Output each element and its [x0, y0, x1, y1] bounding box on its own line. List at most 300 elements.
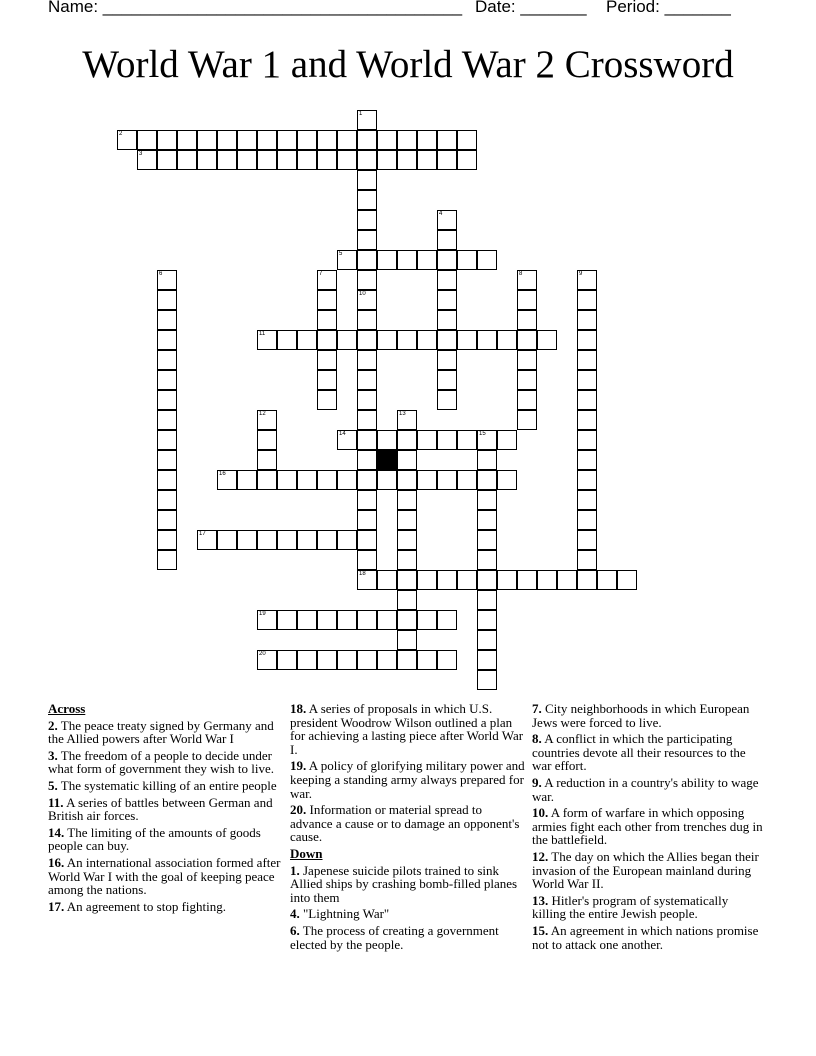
grid-cell[interactable] — [477, 650, 497, 670]
down-clue — [532, 894, 764, 921]
grid-cell[interactable] — [517, 410, 537, 430]
grid-cell[interactable] — [417, 470, 437, 490]
grid-cell[interactable] — [417, 330, 437, 350]
grid-cell[interactable] — [437, 290, 457, 310]
grid-cell[interactable] — [357, 350, 377, 370]
grid-cell[interactable] — [577, 450, 597, 470]
grid-cell[interactable] — [577, 370, 597, 390]
clue-number: 7. — [532, 701, 542, 716]
grid-cell[interactable] — [417, 570, 437, 590]
clue-number: 18. — [290, 701, 307, 716]
grid-cell[interactable] — [397, 650, 417, 670]
clue-text: The limiting of the amounts of goods people can buy. — [48, 824, 261, 854]
grid-cell[interactable] — [137, 130, 157, 150]
grid-cell[interactable] — [157, 530, 177, 550]
grid-cell[interactable] — [157, 350, 177, 370]
grid-cell[interactable] — [357, 430, 377, 450]
grid-cell[interactable] — [397, 550, 417, 570]
grid-cell[interactable] — [517, 330, 537, 350]
cell-number: 6 — [159, 271, 163, 277]
clues-column-1 — [48, 702, 284, 916]
grid-cell[interactable] — [297, 330, 317, 350]
grid-cell[interactable] — [237, 130, 257, 150]
grid-cell[interactable] — [377, 650, 397, 670]
clue-number: 5. — [48, 777, 58, 793]
grid-cell[interactable] — [257, 470, 277, 490]
grid-cell[interactable] — [357, 330, 377, 350]
grid-cell[interactable] — [157, 270, 177, 290]
cell-number: 8 — [519, 271, 523, 277]
grid-cell[interactable] — [317, 330, 337, 350]
grid-cell[interactable] — [217, 150, 237, 170]
cell-number: 10 — [359, 291, 366, 297]
grid-cell[interactable] — [357, 390, 377, 410]
grid-cell[interactable] — [257, 430, 277, 450]
grid-cell[interactable] — [157, 370, 177, 390]
grid-cell[interactable] — [397, 490, 417, 510]
grid-cell[interactable] — [337, 250, 357, 270]
grid-cell[interactable] — [477, 590, 497, 610]
grid-cell[interactable] — [377, 130, 397, 150]
grid-cell[interactable] — [317, 610, 337, 630]
grid-cell[interactable] — [157, 450, 177, 470]
clue-text: A reduction in a country's ability to wage war. — [532, 774, 759, 804]
grid-cell[interactable] — [357, 250, 377, 270]
clue-number: 13. — [532, 892, 549, 908]
page-title: World War 1 and World War 2 Crossword — [82, 43, 734, 86]
grid-cell[interactable] — [577, 270, 597, 290]
grid-cell[interactable] — [157, 150, 177, 170]
grid-cell[interactable] — [357, 450, 377, 470]
grid-cell[interactable] — [397, 630, 417, 650]
grid-cell[interactable] — [577, 310, 597, 330]
grid-cell[interactable] — [397, 410, 417, 430]
across-clue-list-part-1 — [48, 719, 284, 914]
grid-cell[interactable] — [377, 570, 397, 590]
grid-cell[interactable] — [477, 430, 497, 450]
cell-number: 19 — [259, 611, 266, 617]
grid-cell[interactable] — [437, 390, 457, 410]
down-clue — [532, 850, 764, 891]
grid-cell[interactable] — [297, 470, 317, 490]
grid-cell[interactable] — [477, 510, 497, 530]
grid-cell[interactable] — [577, 570, 597, 590]
grid-cell[interactable] — [357, 470, 377, 490]
grid-cell[interactable] — [317, 650, 337, 670]
cell-number: 18 — [359, 571, 366, 577]
across-clue — [48, 826, 284, 853]
down-clue — [532, 776, 764, 803]
grid-cell[interactable] — [517, 290, 537, 310]
clue-text: A series of battles between German and British air forces. — [48, 794, 273, 824]
down-clue — [532, 732, 764, 773]
grid-cell[interactable] — [217, 130, 237, 150]
grid-cell[interactable] — [417, 650, 437, 670]
cell-number: 14 — [339, 431, 346, 437]
grid-cell[interactable] — [477, 550, 497, 570]
grid-cell[interactable] — [437, 470, 457, 490]
grid-cell[interactable] — [297, 650, 317, 670]
grid-cell[interactable] — [397, 250, 417, 270]
grid-cell[interactable] — [357, 530, 377, 550]
grid-cell[interactable] — [517, 390, 537, 410]
down-clue — [290, 924, 526, 951]
grid-cell[interactable] — [357, 190, 377, 210]
across-clue — [48, 719, 284, 746]
cell-number: 9 — [579, 271, 583, 277]
grid-cell[interactable] — [577, 330, 597, 350]
clue-text: The day on which the Allies began their invasion of the European mainland during World War II. — [532, 848, 759, 892]
cell-number: 3 — [139, 151, 143, 157]
grid-cell[interactable] — [297, 130, 317, 150]
grid-cell[interactable] — [177, 130, 197, 150]
grid-cell[interactable] — [357, 650, 377, 670]
grid-cell[interactable] — [337, 330, 357, 350]
grid-cell[interactable] — [577, 490, 597, 510]
grid-cell[interactable] — [257, 530, 277, 550]
grid-cell[interactable] — [277, 130, 297, 150]
grid-cell[interactable] — [397, 430, 417, 450]
grid-cell[interactable] — [157, 430, 177, 450]
grid-cell[interactable] — [497, 470, 517, 490]
down-clue — [532, 702, 764, 729]
down-clue — [532, 924, 764, 951]
grid-cell[interactable] — [577, 410, 597, 430]
clue-text: An agreement to stop fighting. — [64, 898, 227, 914]
grid-cell[interactable] — [517, 570, 537, 590]
cell-number: 15 — [479, 431, 486, 437]
across-clue — [48, 856, 284, 897]
name-field[interactable]: Name: ______________________________________ — [48, 0, 463, 16]
grid-cell[interactable] — [357, 370, 377, 390]
clue-text: The peace treaty signed by Germany and the Allied powers after World War I — [48, 717, 274, 747]
grid-cell[interactable] — [357, 510, 377, 530]
grid-cell[interactable] — [437, 230, 457, 250]
grid-cell[interactable] — [477, 490, 497, 510]
grid-cell[interactable] — [377, 150, 397, 170]
grid-cell[interactable] — [357, 150, 377, 170]
clue-number: 12. — [532, 848, 549, 864]
clue-number: 9. — [532, 774, 542, 790]
grid-cell[interactable] — [357, 270, 377, 290]
grid-cell[interactable] — [437, 610, 457, 630]
grid-cell[interactable] — [437, 150, 457, 170]
cell-number: 1 — [359, 111, 363, 117]
cell-number: 4 — [439, 211, 443, 217]
grid-cell[interactable] — [357, 290, 377, 310]
grid-cell[interactable] — [257, 330, 277, 350]
cell-number: 20 — [259, 651, 266, 657]
grid-cell[interactable] — [437, 250, 457, 270]
clue-number: 8. — [532, 731, 542, 747]
down-clue — [532, 806, 764, 847]
grid-cell[interactable] — [417, 250, 437, 270]
grid-cell[interactable] — [417, 610, 437, 630]
grid-cell[interactable] — [577, 530, 597, 550]
grid-cell[interactable] — [457, 470, 477, 490]
grid-cell[interactable] — [357, 310, 377, 330]
grid-cell[interactable] — [577, 510, 597, 530]
grid-cell[interactable] — [357, 490, 377, 510]
cell-number: 13 — [399, 411, 406, 417]
grid-cell[interactable] — [417, 150, 437, 170]
date-field[interactable]: Date: _______ — [475, 0, 587, 16]
grid-cell[interactable] — [357, 550, 377, 570]
grid-cell[interactable] — [257, 150, 277, 170]
grid-cell[interactable] — [217, 530, 237, 550]
grid-cell[interactable] — [457, 430, 477, 450]
grid-cell[interactable] — [377, 250, 397, 270]
grid-cell[interactable] — [517, 270, 537, 290]
grid-cell[interactable] — [357, 130, 377, 150]
clue-text: A conflict in which the participating countries devote all their resources to the war effort. — [532, 731, 746, 774]
grid-cell[interactable] — [397, 130, 417, 150]
grid-cell[interactable] — [457, 570, 477, 590]
grid-cell[interactable] — [397, 530, 417, 550]
grid-cell[interactable] — [337, 530, 357, 550]
cell-number: 16 — [219, 471, 226, 477]
grid-cell[interactable] — [257, 450, 277, 470]
cell-number: 7 — [319, 271, 323, 277]
clue-number: 11. — [48, 794, 64, 810]
clue-text: Information or material spread to advance a cause or to damage an opponent's cause. — [290, 802, 520, 845]
grid-cell[interactable] — [577, 430, 597, 450]
clue-text: An international association formed after World War I with the goal of keeping peace among the nations. — [48, 854, 281, 898]
grid-cell[interactable] — [477, 610, 497, 630]
grid-cell[interactable] — [337, 130, 357, 150]
down-clue — [290, 907, 526, 921]
grid-cell[interactable] — [477, 670, 497, 690]
grid-cell[interactable] — [117, 130, 137, 150]
grid-cell[interactable] — [337, 430, 357, 450]
grid-cell[interactable] — [157, 470, 177, 490]
grid-cell[interactable] — [597, 570, 617, 590]
grid-cell[interactable] — [457, 150, 477, 170]
down-heading: Down — [290, 845, 323, 861]
clue-number: 10. — [532, 805, 549, 821]
grid-cell[interactable] — [537, 570, 557, 590]
clue-text: A form of warfare in which opposing armies fight each other from trenches dug in the battlefield. — [532, 805, 763, 848]
clues-column-3 — [532, 702, 764, 954]
grid-cell[interactable] — [457, 250, 477, 270]
clue-number: 16. — [48, 854, 65, 870]
clue-number: 3. — [48, 747, 58, 763]
grid-cell[interactable] — [437, 330, 457, 350]
grid-cell[interactable] — [317, 350, 337, 370]
grid-cell[interactable] — [317, 370, 337, 390]
grid-cell[interactable] — [237, 150, 257, 170]
grid-cell[interactable] — [197, 150, 217, 170]
grid-cell[interactable] — [277, 530, 297, 550]
clue-text: An agreement in which nations promise not to attack one another. — [532, 922, 759, 952]
grid-cell[interactable] — [477, 470, 497, 490]
grid-cell[interactable] — [477, 570, 497, 590]
grid-cell[interactable] — [317, 310, 337, 330]
grid-cell[interactable] — [617, 570, 637, 590]
grid-cell[interactable] — [577, 290, 597, 310]
grid-cell[interactable] — [357, 170, 377, 190]
grid-cell[interactable] — [217, 470, 237, 490]
grid-cell[interactable] — [537, 330, 557, 350]
grid-cell[interactable] — [577, 470, 597, 490]
grid-cell[interactable] — [277, 610, 297, 630]
grid-cell[interactable] — [577, 350, 597, 370]
grid-cell[interactable] — [477, 530, 497, 550]
grid-cell[interactable] — [457, 130, 477, 150]
grid-cell[interactable] — [157, 310, 177, 330]
grid-cell[interactable] — [357, 570, 377, 590]
grid-cell[interactable] — [177, 150, 197, 170]
grid-cell[interactable] — [437, 310, 457, 330]
clue-text: The systematic killing of an entire people — [57, 777, 277, 793]
clue-text: "Lightning War" — [299, 906, 390, 922]
grid-cell[interactable] — [337, 150, 357, 170]
clue-text: A policy of glorifying military power and keeping a standing army always prepared for war. — [290, 758, 525, 801]
clues-column-2 — [290, 702, 526, 954]
grid-cell[interactable] — [437, 650, 457, 670]
grid-cell[interactable] — [237, 470, 257, 490]
grid-cell[interactable] — [157, 550, 177, 570]
down-clue — [290, 864, 526, 905]
across-clue — [290, 759, 526, 800]
clue-number: 14. — [48, 824, 65, 840]
grid-cell[interactable] — [297, 530, 317, 550]
grid-cell[interactable] — [277, 150, 297, 170]
clue-number: 19. — [290, 758, 307, 774]
grid-cell[interactable] — [317, 470, 337, 490]
across-clue — [48, 796, 284, 823]
grid-cell[interactable] — [157, 290, 177, 310]
grid-cell[interactable] — [517, 310, 537, 330]
clue-number: 17. — [48, 898, 65, 914]
down-clue-list-part-2 — [532, 702, 764, 951]
across-clue — [48, 900, 284, 914]
clue-number: 20. — [290, 802, 307, 818]
grid-cell[interactable] — [237, 530, 257, 550]
grid-cell[interactable] — [357, 410, 377, 430]
grid-cell[interactable] — [317, 290, 337, 310]
grid-cell[interactable] — [437, 370, 457, 390]
grid-cell[interactable] — [517, 370, 537, 390]
grid-cell[interactable] — [497, 570, 517, 590]
grid-cell[interactable] — [477, 630, 497, 650]
grid-cell[interactable] — [397, 450, 417, 470]
grid-cell[interactable] — [137, 150, 157, 170]
grid-cell[interactable] — [577, 550, 597, 570]
grid-cell[interactable] — [437, 350, 457, 370]
grid-cell[interactable] — [417, 130, 437, 150]
grid-cell[interactable] — [397, 150, 417, 170]
grid-cell[interactable] — [317, 270, 337, 290]
grid-cell[interactable] — [257, 610, 277, 630]
grid-cell[interactable] — [357, 230, 377, 250]
grid-cell[interactable] — [377, 610, 397, 630]
grid-cell[interactable] — [377, 330, 397, 350]
grid-cell[interactable] — [157, 490, 177, 510]
across-clue — [48, 779, 284, 793]
grid-cell[interactable] — [297, 150, 317, 170]
across-heading: Across — [48, 701, 86, 716]
grid-cell[interactable] — [437, 130, 457, 150]
grid-cell[interactable] — [337, 470, 357, 490]
clue-text: Hitler's program of systematically killing the entire Jewish people. — [532, 892, 729, 922]
grid-cell[interactable] — [397, 570, 417, 590]
grid-cell[interactable] — [277, 470, 297, 490]
grid-cell[interactable] — [357, 610, 377, 630]
across-clue — [290, 803, 526, 844]
black-cell — [377, 450, 397, 470]
grid-cell[interactable] — [397, 590, 417, 610]
across-clue-list-part-2 — [290, 702, 526, 844]
cell-number: 11 — [259, 331, 266, 337]
grid-cell[interactable] — [337, 610, 357, 630]
grid-cell[interactable] — [497, 430, 517, 450]
grid-cell[interactable] — [317, 530, 337, 550]
grid-cell[interactable] — [397, 510, 417, 530]
grid-cell[interactable] — [557, 570, 577, 590]
clue-number: 15. — [532, 922, 549, 938]
clue-text: A series of proposals in which U.S. president Woodrow Wilson outlined a plan for achieving a lasting piece after World War I. — [290, 701, 524, 757]
clue-number: 4. — [290, 906, 300, 922]
grid-cell[interactable] — [257, 130, 277, 150]
cell-number: 2 — [119, 131, 123, 137]
cell-number: 17 — [199, 531, 206, 537]
grid-cell[interactable] — [417, 430, 437, 450]
grid-cell[interactable] — [437, 570, 457, 590]
grid-cell[interactable] — [437, 270, 457, 290]
grid-cell[interactable] — [197, 530, 217, 550]
grid-cell[interactable] — [437, 430, 457, 450]
grid-cell[interactable] — [477, 450, 497, 470]
grid-cell[interactable] — [197, 130, 217, 150]
grid-cell[interactable] — [457, 330, 477, 350]
grid-cell[interactable] — [397, 470, 417, 490]
grid-cell[interactable] — [317, 390, 337, 410]
grid-cell[interactable] — [517, 350, 537, 370]
grid-cell[interactable] — [357, 110, 377, 130]
grid-cell[interactable] — [277, 650, 297, 670]
grid-cell[interactable] — [497, 330, 517, 350]
grid-cell[interactable] — [257, 650, 277, 670]
down-clue-list-part-1 — [290, 864, 526, 952]
grid-cell[interactable] — [397, 330, 417, 350]
cell-number: 5 — [339, 251, 343, 257]
grid-cell[interactable] — [577, 390, 597, 410]
grid-cell[interactable] — [257, 410, 277, 430]
grid-cell[interactable] — [157, 330, 177, 350]
grid-cell[interactable] — [477, 330, 497, 350]
grid-cell[interactable] — [397, 610, 417, 630]
grid-cell[interactable] — [317, 130, 337, 150]
clue-number: 6. — [290, 922, 300, 938]
grid-cell[interactable] — [297, 610, 317, 630]
grid-cell[interactable] — [337, 650, 357, 670]
grid-cell[interactable] — [157, 510, 177, 530]
grid-cell[interactable] — [157, 410, 177, 430]
grid-cell[interactable] — [437, 210, 457, 230]
grid-cell[interactable] — [377, 430, 397, 450]
grid-cell[interactable] — [357, 210, 377, 230]
grid-cell[interactable] — [317, 150, 337, 170]
grid-cell[interactable] — [477, 250, 497, 270]
grid-cell[interactable] — [157, 130, 177, 150]
across-clue — [48, 749, 284, 776]
period-field[interactable]: Period: _______ — [606, 0, 731, 16]
across-clue — [290, 702, 526, 756]
grid-cell[interactable] — [277, 330, 297, 350]
grid-cell[interactable] — [377, 470, 397, 490]
grid-cell[interactable] — [157, 390, 177, 410]
